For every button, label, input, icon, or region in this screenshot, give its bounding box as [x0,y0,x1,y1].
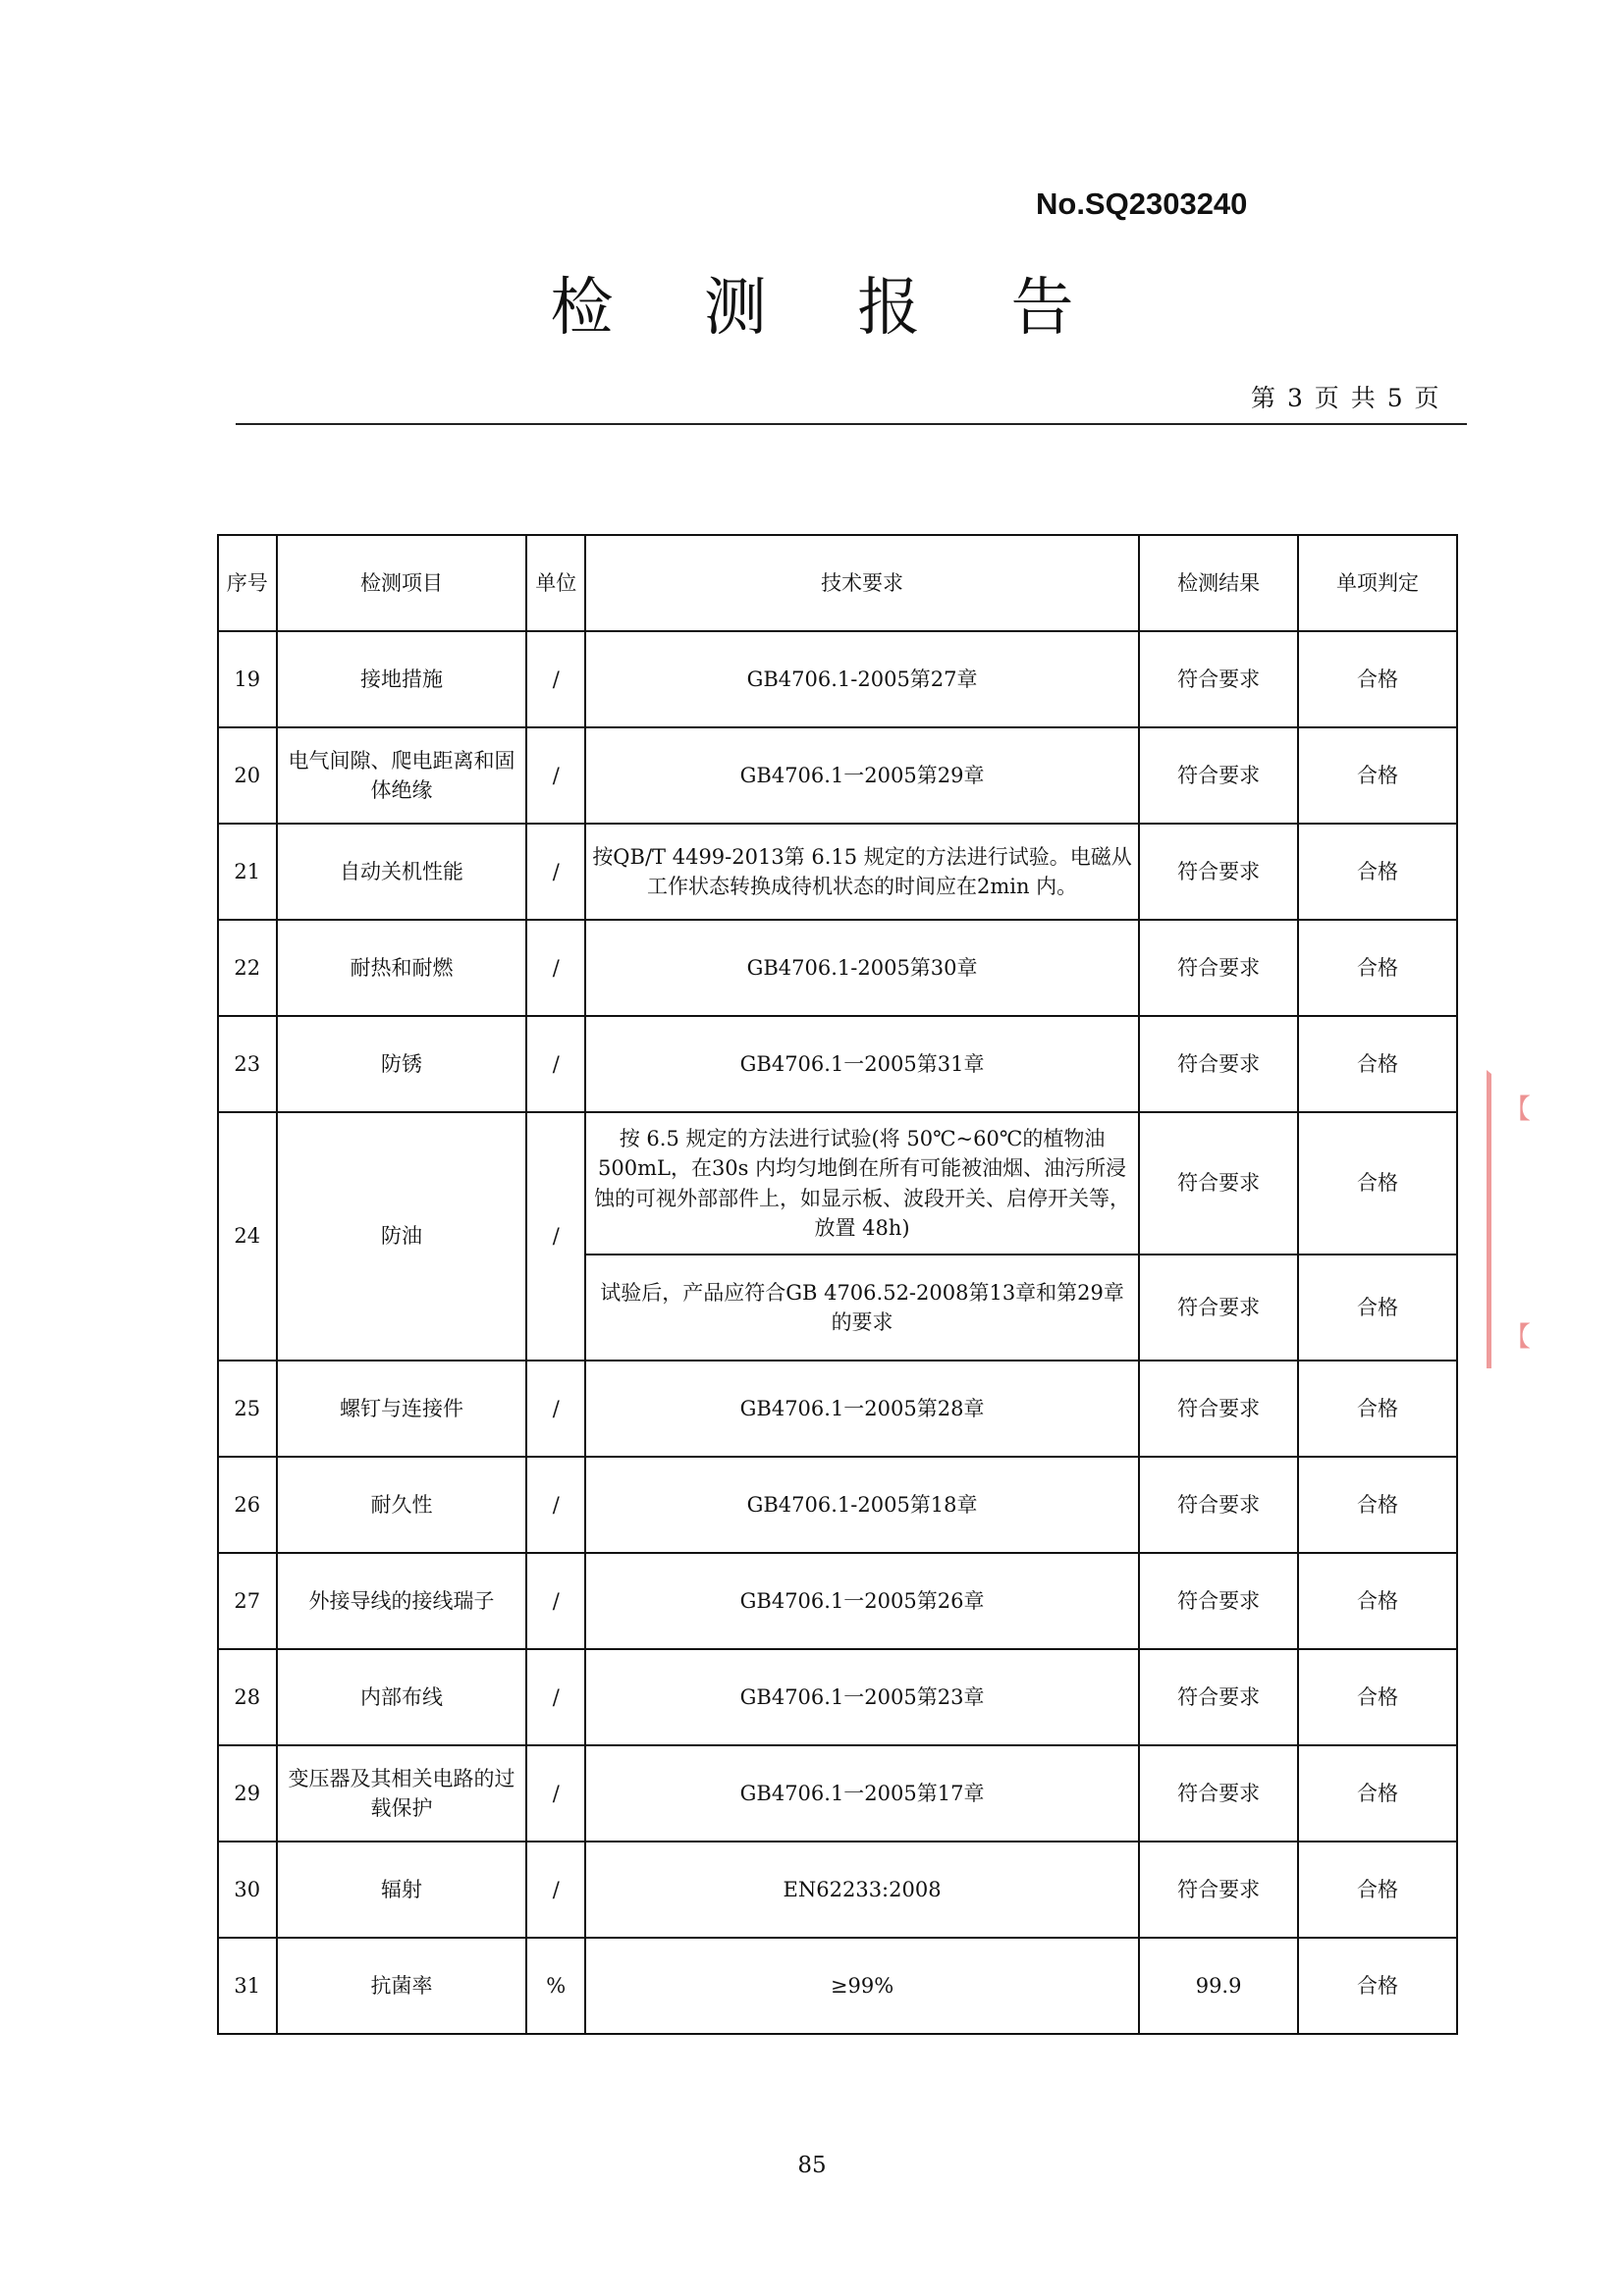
cell-result: 符合要求 [1139,1457,1298,1553]
cell-result: 符合要求 [1139,1553,1298,1649]
cell-item: 螺钉与连接件 [277,1361,527,1457]
col-header-seq: 序号 [218,535,277,631]
cell-seq: 20 [218,727,277,824]
cell-judgement: 合格 [1298,1457,1457,1553]
cell-item: 防锈 [277,1016,527,1112]
cell-result: 符合要求 [1139,1842,1298,1938]
cell-unit: / [526,1112,585,1361]
cell-judgement: 合格 [1298,1649,1457,1745]
page-count: 第 3 页 共 5 页 [1251,384,1439,412]
col-header-judgement: 单项判定 [1298,535,1457,631]
cell-seq: 21 [218,824,277,920]
cell-result: 99.9 [1139,1938,1298,2034]
cell-requirement: 按QB/T 4499-2013第 6.15 规定的方法进行试验。电磁从工作状态转换成待机状态的时间应在2min 内。 [585,824,1139,920]
cell-result: 符合要求 [1139,1745,1298,1842]
cell-result: 符合要求 [1139,1649,1298,1745]
cell-seq: 28 [218,1649,277,1745]
cell-requirement: GB4706.1一2005第28章 [585,1361,1139,1457]
table-row [218,1745,1457,1842]
cell-seq: 19 [218,631,277,727]
cell-result: 符合要求 [1139,920,1298,1016]
cell-seq: 23 [218,1016,277,1112]
cell-item: 接地措施 [277,631,527,727]
cell-result: 符合要求 [1139,631,1298,727]
cell-item: 内部布线 [277,1649,527,1745]
cell-requirement: GB4706.1一2005第29章 [585,727,1139,824]
cell-requirement: 按 6.5 规定的方法进行试验(将 50℃~60℃的植物油 500mL，在30s 内均匀地倒在所有可能被油烟、油污所浸蚀的可视外部部件上，如显示板、波段开关、启停开关等，放置 48h) [585,1112,1139,1255]
page-number: 85 [797,2153,827,2178]
cell-judgement: 合格 [1298,631,1457,727]
seal-stamp-mark: 【 [1502,1320,1531,1353]
cell-result: 符合要求 [1139,1112,1298,1255]
cell-judgement: 合格 [1298,1112,1457,1255]
cell-item: 耐久性 [277,1457,527,1553]
seal-stamp-mark: 【 [1502,1093,1531,1125]
table-header-row [218,535,1457,631]
table-row [218,824,1457,920]
cell-judgement: 合格 [1298,920,1457,1016]
cell-seq: 30 [218,1842,277,1938]
cell-judgement: 合格 [1298,1361,1457,1457]
table-row [218,920,1457,1016]
col-header-unit: 单位 [526,535,585,631]
cell-unit: / [526,1553,585,1649]
cell-unit: / [526,1745,585,1842]
cell-unit: / [526,1649,585,1745]
table-row [218,1842,1457,1938]
cell-judgement: 合格 [1298,824,1457,920]
cell-judgement: 合格 [1298,1553,1457,1649]
cell-requirement: GB4706.1一2005第26章 [585,1553,1139,1649]
cell-unit: / [526,1016,585,1112]
cell-item: 外接导线的接线瑞子 [277,1553,527,1649]
header-divider [236,423,1467,425]
table-row [218,1112,1457,1255]
cell-requirement: ≥99% [585,1938,1139,2034]
report-number: No.SQ2303240 [1036,187,1248,221]
cell-unit: / [526,1361,585,1457]
table-row [218,1361,1457,1457]
cell-judgement: 合格 [1298,727,1457,824]
cell-seq: 31 [218,1938,277,2034]
cell-unit: / [526,824,585,920]
cell-requirement: GB4706.1一2005第17章 [585,1745,1139,1842]
cell-seq: 22 [218,920,277,1016]
cell-result: 符合要求 [1139,1016,1298,1112]
cell-requirement: 试验后，产品应符合GB 4706.52-2008第13章和第29章的要求 [585,1255,1139,1361]
cell-seq: 27 [218,1553,277,1649]
cell-item: 耐热和耐燃 [277,920,527,1016]
cell-item: 抗菌率 [277,1938,527,2034]
cell-unit: / [526,1457,585,1553]
cell-seq: 26 [218,1457,277,1553]
cell-judgement: 合格 [1298,1255,1457,1361]
table-row [218,1649,1457,1745]
cell-unit: / [526,727,585,824]
col-header-requirement: 技术要求 [585,535,1139,631]
col-header-item: 检测项目 [277,535,527,631]
cell-result: 符合要求 [1139,1255,1298,1361]
table-row [218,1016,1457,1112]
cell-result: 符合要求 [1139,727,1298,824]
cell-requirement: GB4706.1-2005第18章 [585,1457,1139,1553]
cell-item: 变压器及其相关电路的过载保护 [277,1745,527,1842]
document-title: 检 测 报 告 [550,272,1110,345]
cell-requirement: GB4706.1-2005第27章 [585,631,1139,727]
cell-result: 符合要求 [1139,1361,1298,1457]
cell-requirement: GB4706.1一2005第23章 [585,1649,1139,1745]
cell-judgement: 合格 [1298,1745,1457,1842]
cell-unit: / [526,631,585,727]
cell-unit: / [526,920,585,1016]
cell-seq: 24 [218,1112,277,1361]
table-row [218,1457,1457,1553]
cell-judgement: 合格 [1298,1016,1457,1112]
table-row [218,1938,1457,2034]
cell-judgement: 合格 [1298,1842,1457,1938]
cell-item: 自动关机性能 [277,824,527,920]
table-row [218,1553,1457,1649]
col-header-result: 检测结果 [1139,535,1298,631]
cell-unit: / [526,1842,585,1938]
cell-item: 电气间隙、爬电距离和固体绝缘 [277,727,527,824]
cell-seq: 25 [218,1361,277,1457]
cell-judgement: 合格 [1298,1938,1457,2034]
table-row [218,727,1457,824]
cell-unit: % [526,1938,585,2034]
cell-item: 防油 [277,1112,527,1361]
test-results-table [217,534,1458,2035]
cell-requirement: GB4706.1-2005第30章 [585,920,1139,1016]
cell-requirement: EN62233:2008 [585,1842,1139,1938]
cell-item: 辐射 [277,1842,527,1938]
cell-result: 符合要求 [1139,824,1298,920]
table-row [218,631,1457,727]
cell-requirement: GB4706.1一2005第31章 [585,1016,1139,1112]
cell-seq: 29 [218,1745,277,1842]
